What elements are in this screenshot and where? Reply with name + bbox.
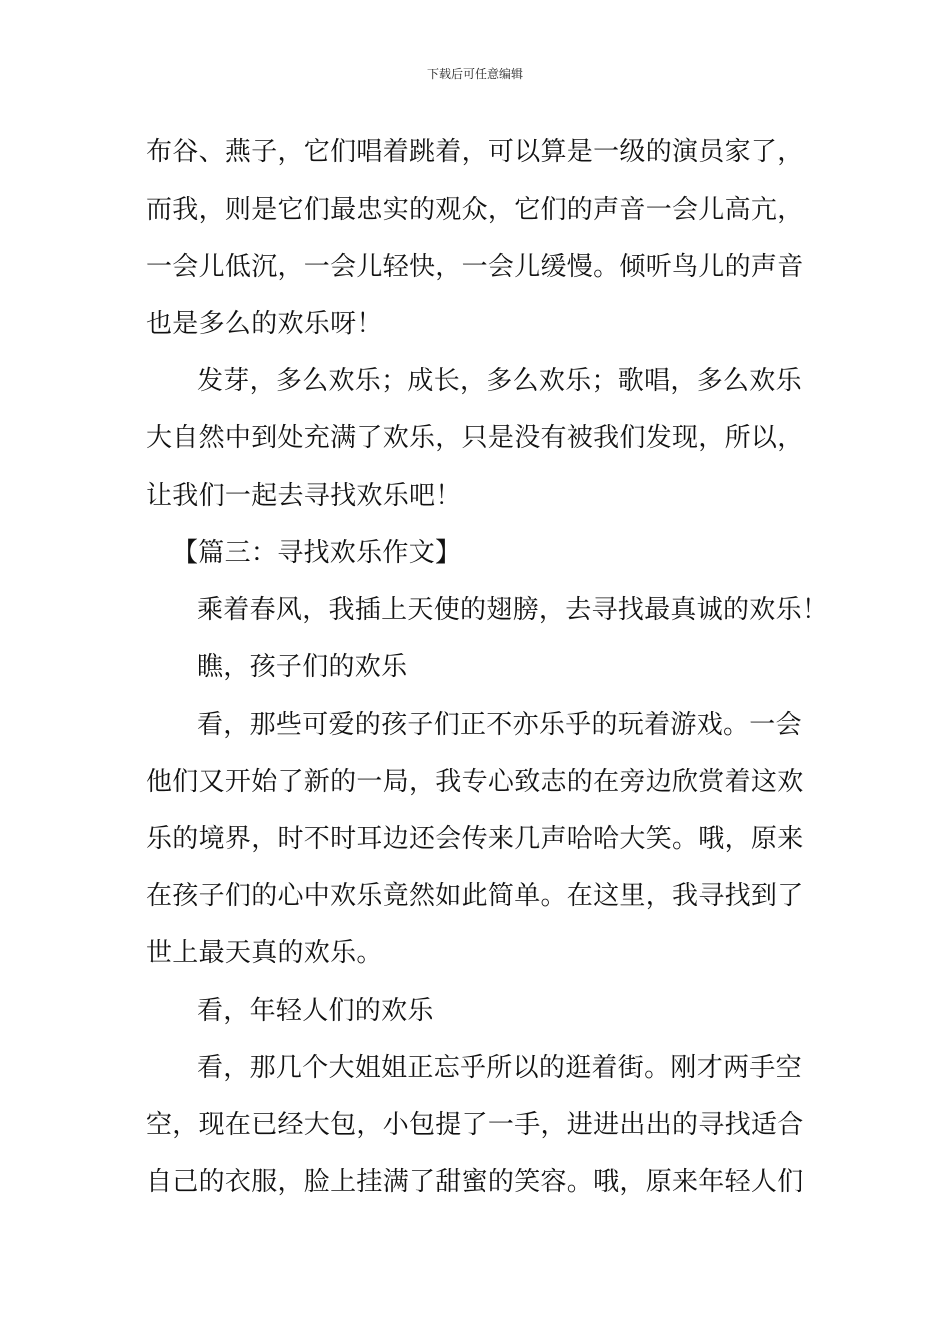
text-line: 瞧，孩子们的欢乐 xyxy=(197,652,408,682)
text-line: 看，那几个大姐姐正忘乎所以的逛着街。刚才两手空 xyxy=(197,1053,802,1083)
page-header: 下载后可任意编辑 xyxy=(426,67,523,81)
text-line: 世上最天真的欢乐。 xyxy=(146,938,383,968)
text-line: 乐的境界，时不时耳边还会传来几声哈哈大笑。哦，原来 xyxy=(146,824,804,854)
text-line: 布谷、燕子，它们唱着跳着，可以算是一级的演员家了， xyxy=(146,137,804,167)
text-line: 让我们一起去寻找欢乐吧！ xyxy=(146,481,462,511)
text-line: 而我，则是它们最忠实的观众，它们的声音一会儿高亢， xyxy=(146,195,804,225)
text-line: 看，年轻人们的欢乐 xyxy=(197,996,434,1026)
section-heading: 【篇三：寻找欢乐作文】 xyxy=(172,538,462,568)
text-line: 在孩子们的心中欢乐竟然如此简单。在这里，我寻找到了 xyxy=(146,881,804,911)
text-line: 看，那些可爱的孩子们正不亦乐乎的玩着游戏。一会 xyxy=(197,710,802,740)
text-line: 空，现在已经大包，小包提了一手，进进出出的寻找适合 xyxy=(146,1110,804,1140)
text-line: 一会儿低沉，一会儿轻快，一会儿缓慢。倾听鸟儿的声音 xyxy=(146,252,804,282)
text-line: 也是多么的欢乐呀！ xyxy=(146,309,383,339)
text-line: 自己的衣服，脸上挂满了甜蜜的笑容。哦，原来年轻人们 xyxy=(146,1167,804,1197)
text-line: 乘着春风，我插上天使的翅膀，去寻找最真诚的欢乐！ xyxy=(197,595,829,625)
text-line: 大自然中到处充满了欢乐，只是没有被我们发现，所以， xyxy=(146,423,804,453)
text-line: 他们又开始了新的一局，我专心致志的在旁边欣赏着这欢 xyxy=(146,767,804,797)
text-line: 发芽，多么欢乐；成长，多么欢乐；歌唱，多么欢乐 xyxy=(197,366,802,396)
